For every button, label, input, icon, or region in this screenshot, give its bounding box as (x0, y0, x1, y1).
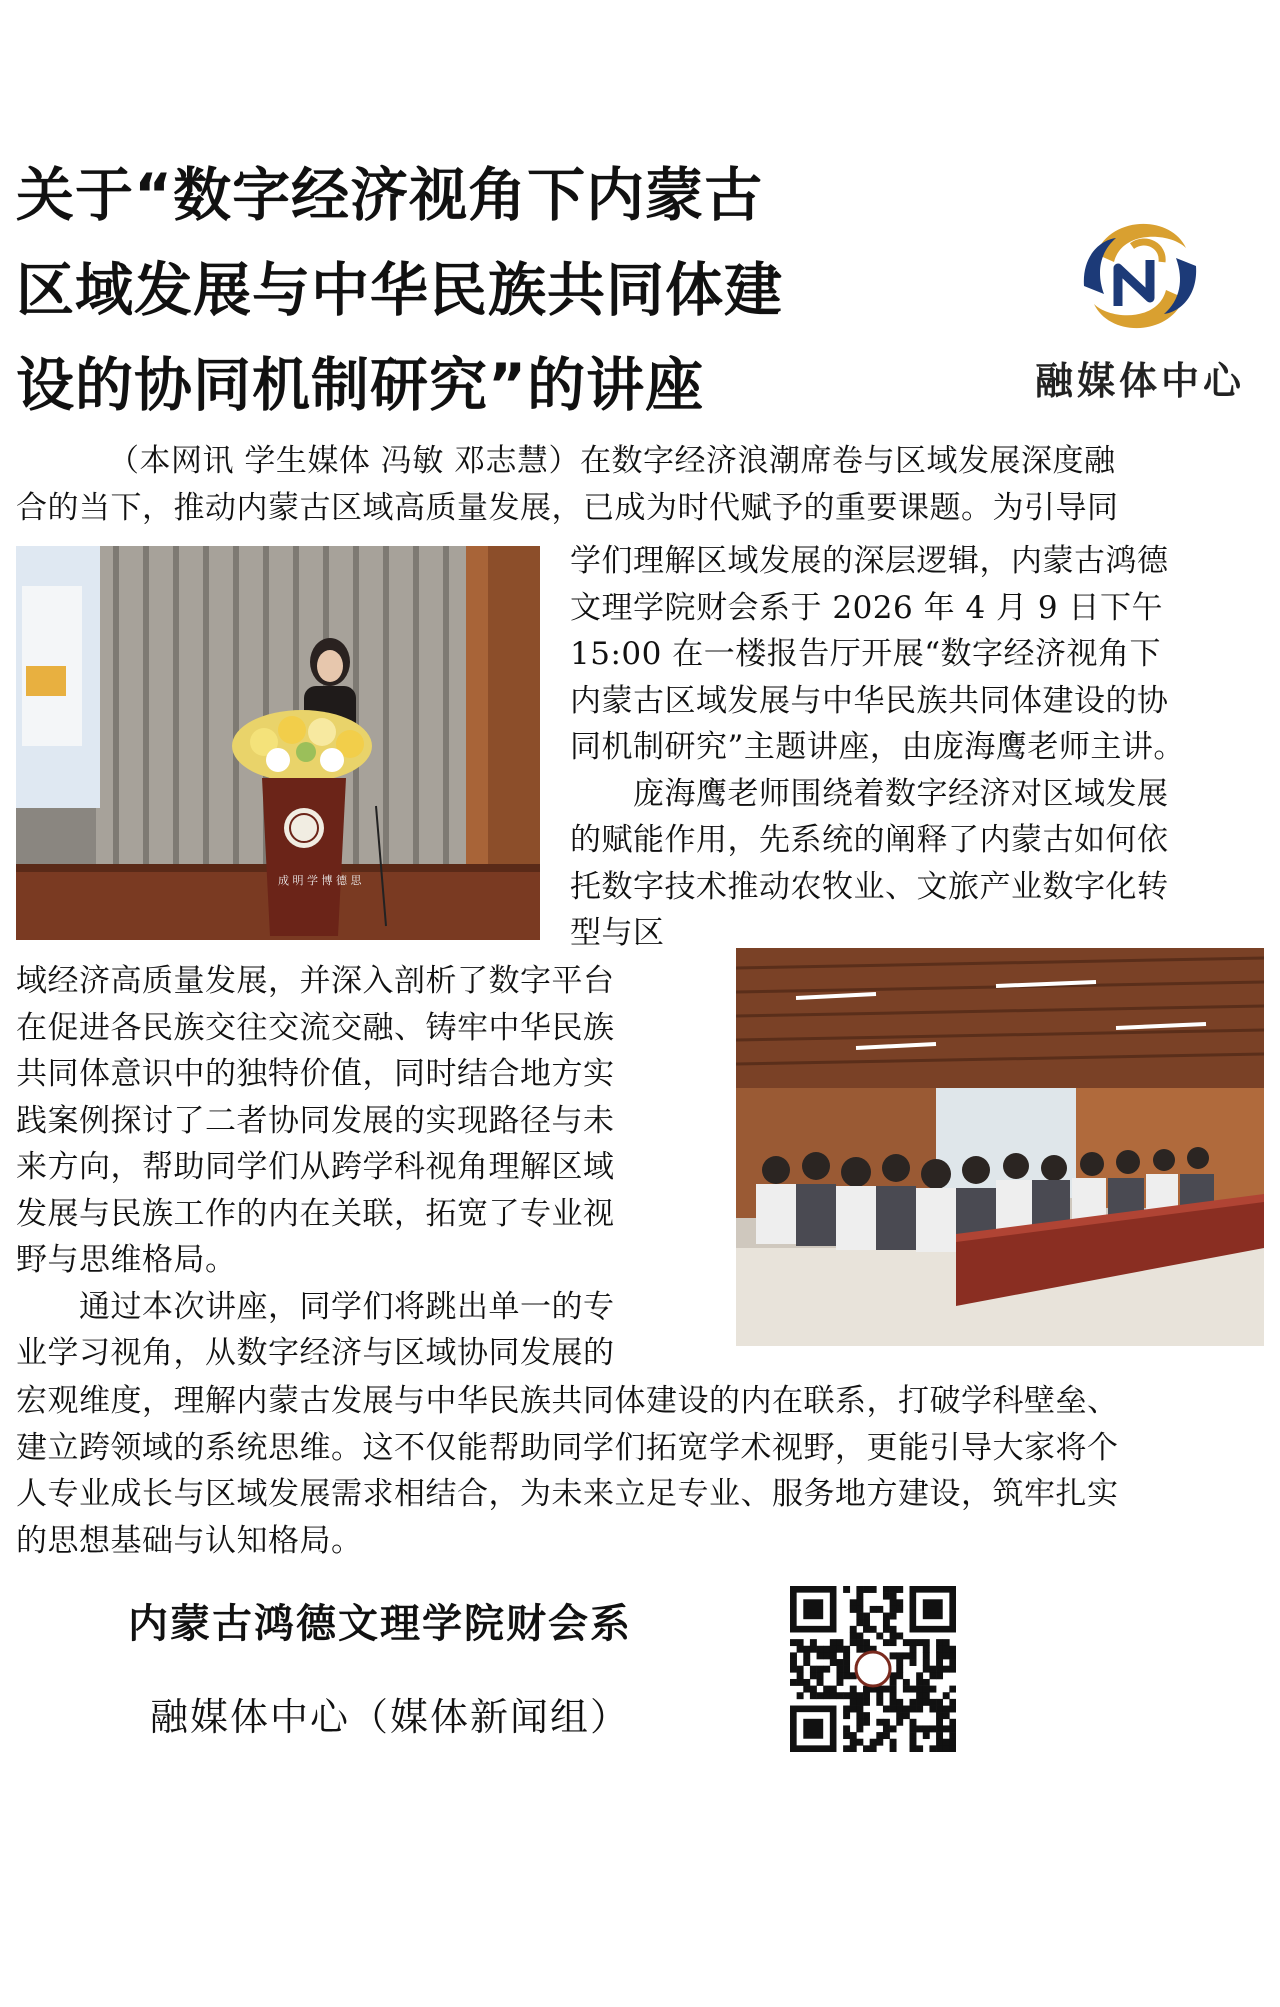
text-line: 来方向，帮助同学们从跨学科视角理解区域 (16, 1149, 615, 1185)
text-line: 践案例探讨了二者协同发展的实现路径与未 (16, 1102, 615, 1139)
text-line: 人专业成长与区域发展需求相结合，为未来立足专业、服务地方建设，筑牢扎实 (16, 1476, 1119, 1512)
title-line: 设的协同机制研究”的讲座 (16, 351, 705, 419)
logo-emblem-icon (1020, 212, 1260, 347)
speaker-photo (16, 546, 540, 940)
text-line: 域经济高质量发展，并深入剖析了数字平台 (16, 963, 615, 999)
text-line: 通过本次讲座，同学们将跳出单一的专 (16, 1288, 615, 1325)
article-left-column (16, 958, 615, 1377)
text-line: 同机制研究”主题讲座，由庞海鹰老师主讲。 (570, 729, 1185, 765)
footer-organization: 内蒙古鸿德文理学院财会系 (128, 1601, 632, 1647)
text-line: 15:00 在一楼报告厅开展“数字经济视角下 (570, 636, 1162, 672)
footer-subtitle: 融媒体中心（媒体新闻组） (150, 1695, 631, 1739)
text-line: 庞海鹰老师围绕着数字经济对区域发展 (570, 775, 1169, 812)
text-line: 野与思维格局。 (16, 1242, 237, 1278)
text-line: 学们理解区域发展的深层逻辑，内蒙古鸿德 (570, 543, 1169, 579)
text-line: 业学习视角，从数字经济与区域协同发展的 (16, 1335, 615, 1371)
text-line: 托数字技术推动农牧业、文旅产业数字化转 (570, 868, 1169, 905)
logo-text: 融媒体中心 (1034, 359, 1245, 403)
media-center-logo (1020, 212, 1260, 412)
text-line: 在促进各民族交往交流交融、铸牢中华民族 (16, 1009, 615, 1046)
text-line: 的思想基础与认知格局。 (16, 1522, 363, 1559)
article-conclusion (16, 1378, 1119, 1564)
title-line: 关于“数字经济视角下内蒙古 (16, 161, 764, 229)
text-line: 的赋能作用，先系统的阐释了内蒙古如何依 (570, 822, 1169, 858)
text-line: 建立跨领域的系统思维。这不仅能帮助同学们拓宽学术视野，更能引导大家将个 (16, 1429, 1119, 1466)
text-line: 宏观维度，理解内蒙古发展与中华民族共同体建设的内在联系，打破学科壁垒、 (16, 1383, 1119, 1419)
text-line: （本网讯 学生媒体 冯敏 邓志慧）在数字经济浪潮席卷与区域发展深度融 (108, 443, 1116, 479)
podium-text: 成 明 学 博 德 思 (278, 874, 362, 887)
article-title (16, 148, 916, 433)
audience-photo (736, 948, 1264, 1346)
text-line: 型与区 (570, 915, 665, 951)
article-intro (16, 438, 1119, 531)
text-line: 文理学院财会系于 2026 年 4 月 9 日下午 (570, 589, 1163, 626)
text-line: 内蒙古区域发展与中华民族共同体建设的协 (570, 682, 1169, 719)
text-line: 合的当下，推动内蒙古区域高质量发展，已成为时代赋予的重要课题。为引导同 (16, 489, 1119, 526)
text-line: 共同体意识中的独特价值，同时结合地方实 (16, 1056, 615, 1092)
text-line: 发展与民族工作的内在关联，拓宽了专业视 (16, 1195, 615, 1232)
qr-code-icon[interactable] (790, 1586, 956, 1752)
title-line: 区域发展与中华民族共同体建 (16, 256, 784, 324)
article-right-column (570, 538, 1185, 957)
